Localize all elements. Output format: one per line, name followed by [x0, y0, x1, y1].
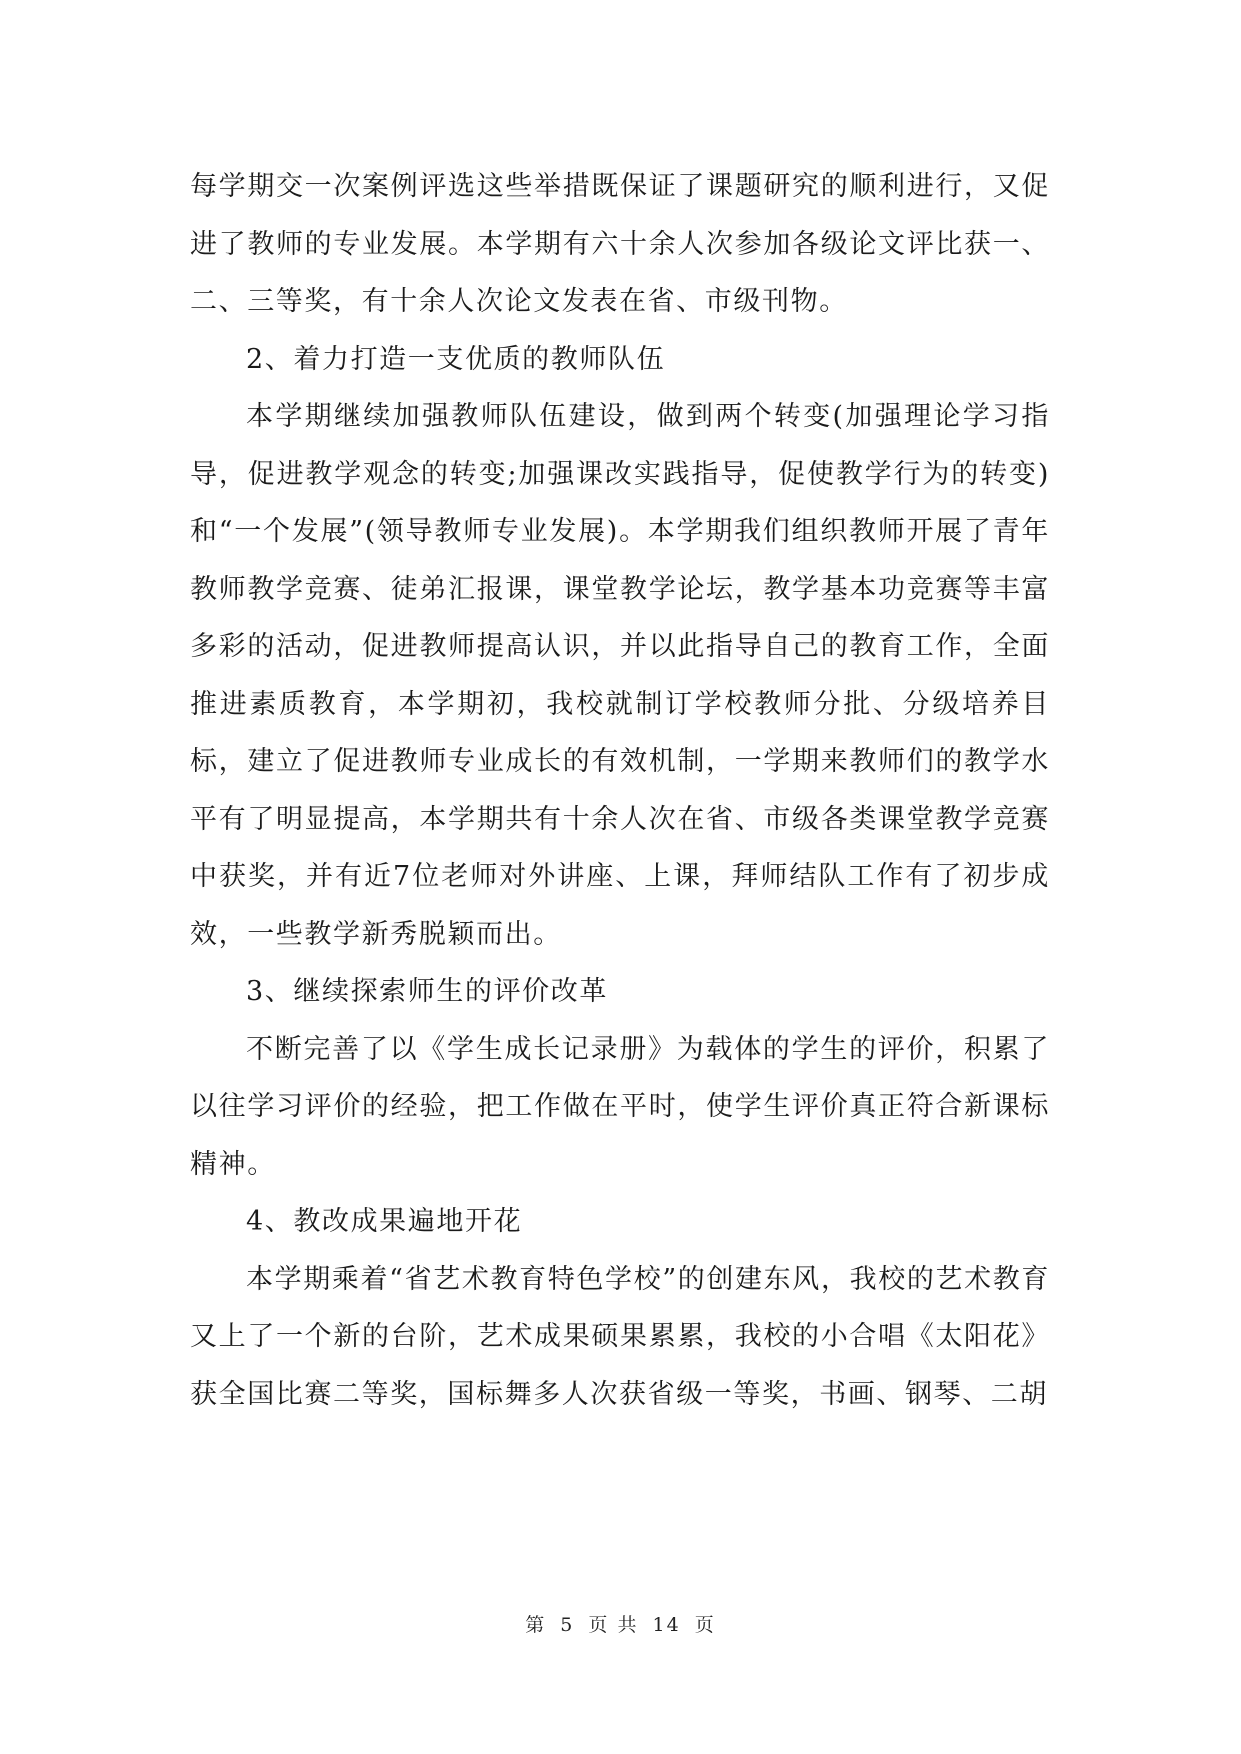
paragraph-evaluation-reform: 不断完善了以《学生成长记录册》为载体的学生的评价，积累了以往学习评价的经验，把工作做在平时，使学生评价真正符合新课标精神。 [190, 1033, 1050, 1180]
section-heading-evaluation-reform: 3、继续探索师生的评价改革 [246, 976, 608, 1007]
section-heading-teacher-team: 2、着力打造一支优质的教师队伍 [246, 343, 666, 375]
document-body [190, 158, 1050, 1423]
footer-current-page: 5 [560, 1614, 575, 1636]
page-footer [0, 1610, 1241, 1637]
section-heading-reform-results: 4、教改成果遍地开花 [246, 1206, 523, 1237]
footer-total-pages: 14 [652, 1614, 681, 1636]
paragraph-teacher-team: 本学期继续加强教师队伍建设，做到两个转变(加强理论学习指导，促进教学观念的转变;加强课改实践指导，促使教学行为的转变)和“一个发展”(领导教师专业发展)。本学期我们组织教师开展了青年教师教学竞赛、徒弟汇报课，课堂教学论坛，教学基本功竞赛等丰富多彩的活动，促进教师提高认识，并以此指导自己的教育工作，全面推进素质教育，本学期初，我校就制订学校教师分批、分级培养目标，建立了促进教师专业成长的有效机制，一学期来教师们的教学水平有了明显提高，本学期共有十余人次在省、市级各类课堂教学竞赛中获奖，并有近7位老师对外讲座、上课，拜师结队工作有了初步成效，一些教学新秀脱颖而出。 [190, 401, 1050, 950]
footer-middle: 页 共 [588, 1614, 639, 1636]
footer-suffix: 页 [694, 1614, 716, 1636]
footer-prefix: 第 [525, 1614, 547, 1636]
paragraph-reform-results: 本学期乘着“省艺术教育特色学校”的创建东风，我校的艺术教育又上了一个新的台阶，艺术成果硕果累累，我校的小合唱《太阳花》获全国比赛二等奖，国标舞多人次获省级一等奖，书画、钢琴、二胡 [190, 1263, 1050, 1410]
paragraph-research-results: 每学期交一次案例评选这些举措既保证了课题研究的顺利进行，又促进了教师的专业发展。本学期有六十余人次参加各级论文评比获一、二、三等奖，有十余人次论文发表在省、市级刊物。 [190, 171, 1050, 317]
